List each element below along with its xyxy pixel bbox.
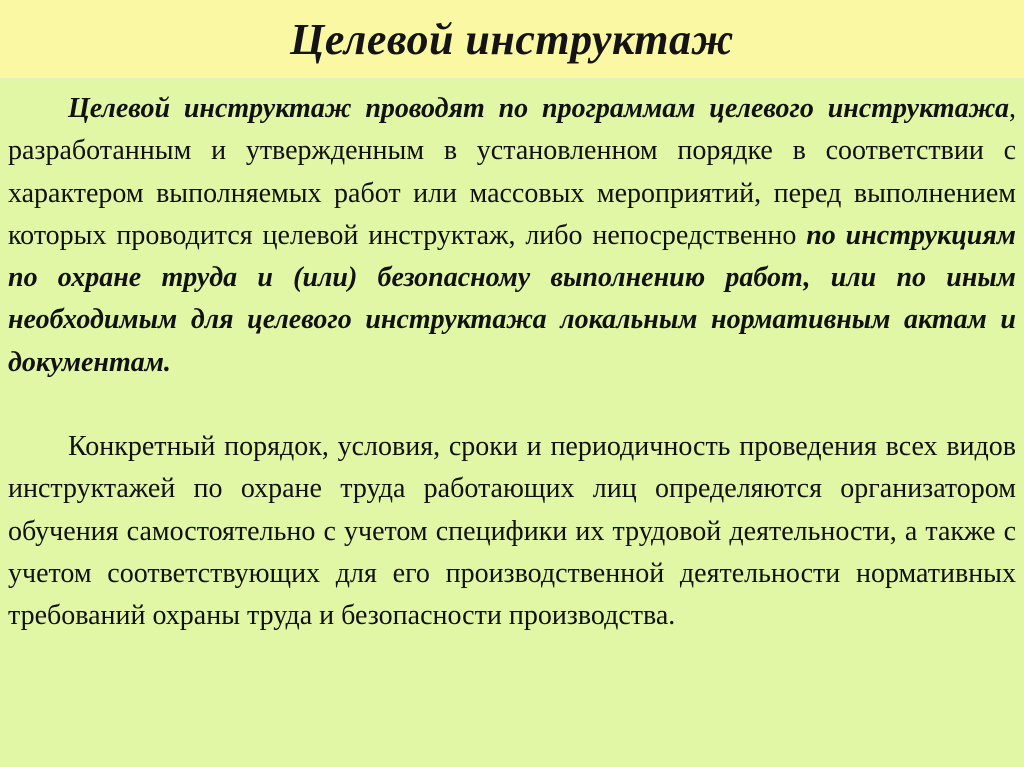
slide-content xyxy=(8,88,1016,638)
paragraph-targeted-briefing xyxy=(8,88,1016,384)
slide-title-bar xyxy=(0,0,1024,80)
paragraph1-lead-bold: Целевой инструктаж проводят по программам целевого инструктажа xyxy=(68,93,1009,124)
paragraph1-tail-bold: по инструкциям по охране труда и (или) безопасному выполнению работ, или по иным необходимым для целевого инструктажа локальным нормативным актам и документам. xyxy=(8,219,1016,378)
slide-title: Целевой инструктаж xyxy=(290,14,734,64)
paragraph1-middle: , разработанным и утвержденным в установленном порядке в соответствии с характером выполняемых работ или массовых мероприятий, перед выполнением которых проводится целевой инструктаж, либо непосредственно xyxy=(8,93,1016,251)
paragraph2-text: Конкретный порядок, условия, сроки и периодичность проведения всех видов инструктажей по охране труда работающих лиц определяются организатором обучения самостоятельно с учетом специфики их трудовой деятельности, а также с учетом соответствующих для его производственной деятельности нормативных требований охраны труда и безопасности производства. xyxy=(8,431,1016,632)
paragraph-procedure xyxy=(8,426,1016,637)
